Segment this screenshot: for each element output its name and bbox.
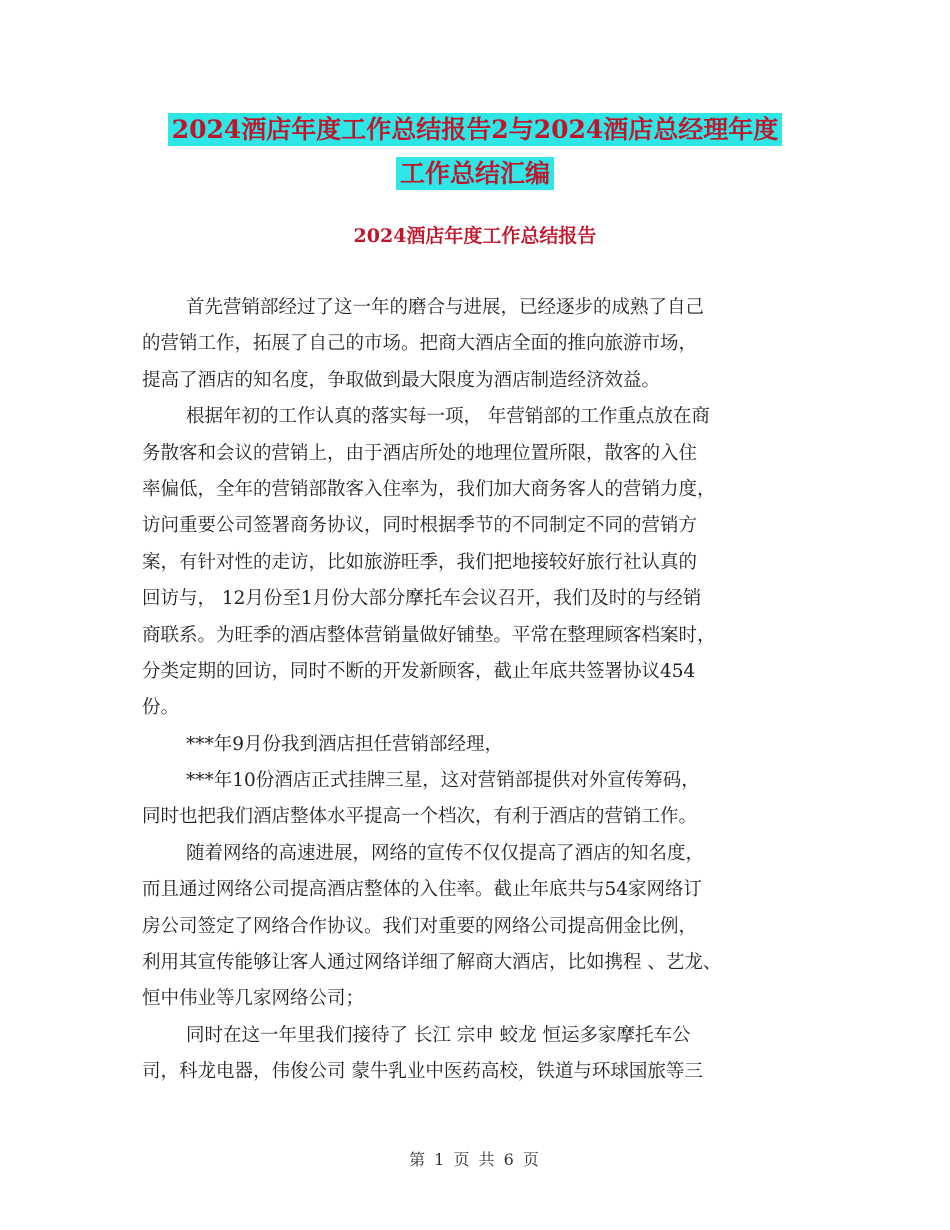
- body-line: 份。: [142, 697, 180, 719]
- body-line: 随着网络的高速进展，网络的宣传不仅仅提高了酒店的知名度，: [186, 842, 705, 864]
- body-line: 回访与， 12月份至1月份大部分摩托车会议召开，我们及时的与经销: [142, 588, 702, 610]
- body-line: 案，有针对性的走访，比如旅游旺季，我们把地接较好旅行社认真的: [142, 551, 698, 573]
- body-line: 率偏低，全年的营销部散客入住率为，我们加大商务客人的营销力度，: [142, 478, 716, 500]
- body-line: 房公司签定了网络合作协议。我们对重要的网络公司提高佣金比例，: [142, 915, 698, 937]
- body-line: 提高了酒店的知名度，争取做到最大限度为酒店制造经济效益。: [142, 369, 661, 391]
- body-line: ***年9月份我到酒店担任营销部经理，: [186, 733, 504, 755]
- document-title-text-2: 工作总结汇编: [396, 157, 554, 190]
- document-body: [142, 290, 832, 1091]
- body-line: 商联系。为旺季的酒店整体营销量做好铺垫。平常在整理顾客档案时，: [142, 624, 716, 646]
- body-line: ***年10份酒店正式挂牌三星，这对营销部提供对外宣传筹码，: [186, 770, 700, 792]
- body-line: 首先营销部经过了这一年的磨合与进展，已经逐步的成熟了自己: [186, 297, 705, 318]
- body-line: 的营销工作，拓展了自己的市场。把商大酒店全面的推向旅游市场，: [142, 333, 698, 355]
- body-line: 恒中伟业等几家网络公司；: [142, 988, 365, 1010]
- body-line: 司，科龙电器，伟俊公司 蒙牛乳业中医药高校，铁道与环球国旅等三: [142, 1061, 703, 1083]
- document-title-line-1: [0, 108, 950, 152]
- body-line: 根据年初的工作认真的落实每一项， 年营销部的工作重点放在商: [186, 406, 710, 428]
- document-title-line-2: [0, 152, 950, 196]
- body-line: 同时在这一年里我们接待了 长江 宗申 蛟龙 恒运多家摩托车公: [186, 1024, 691, 1046]
- body-line: 而且通过网络公司提高酒店整体的入住率。截止年底共与54家网络订: [142, 879, 703, 901]
- body-line: 务散客和会议的营销上，由于酒店所处的地理位置所限，散客的入住: [142, 442, 698, 464]
- document-title-text-1: 2024酒店年度工作总结报告2与2024酒店总经理年度: [168, 113, 783, 146]
- body-line: 访问重要公司签署商务协议，同时根据季节的不同制定不同的营销方: [142, 515, 698, 537]
- body-line: 利用其宣传能够让客人通过网络详细了解商大酒店，比如携程 、艺龙、: [142, 952, 722, 974]
- body-line: 同时也把我们酒店整体水平提高一个档次，有利于酒店的营销工作。: [142, 806, 698, 828]
- body-line: 分类定期的回访，同时不断的开发新顾客，截止年底共签署协议454: [142, 660, 696, 682]
- section-heading: 2024酒店年度工作总结报告: [353, 225, 597, 247]
- page-footer: 第 1 页 共 6 页: [409, 1150, 541, 1169]
